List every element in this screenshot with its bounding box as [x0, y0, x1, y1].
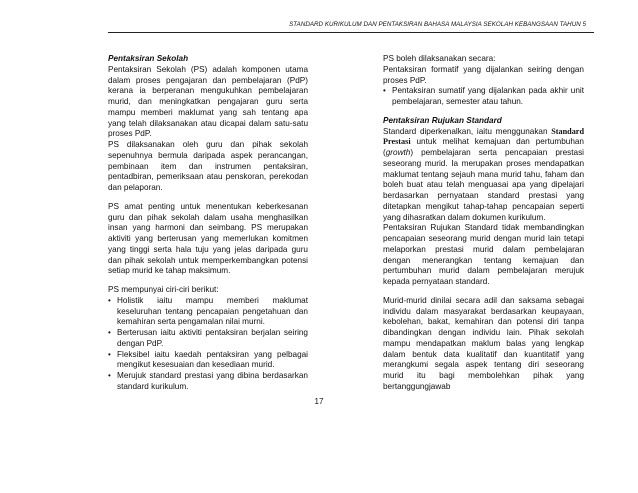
list-item: • Merujuk standard prestasi yang dibina berdasarkan standard kurikulum.	[108, 371, 308, 391]
left-column	[108, 54, 308, 393]
paragraph: PS boleh dilaksanakan secara:	[383, 54, 496, 63]
list-item: • Holistik iaitu mampu memberi maklumat keseluruhan tentang pencapaian pengetahuan dan kemahiran serta pengamalan nilai murni.	[108, 295, 308, 327]
bullet-icon: •	[108, 295, 111, 305]
page-number: 17	[314, 397, 324, 406]
bullet-icon: •	[108, 328, 111, 337]
section-heading-pentaksiran-rujukan-standard: Pentaksiran Rujukan Standard	[383, 115, 502, 125]
assessment-type-list	[383, 86, 584, 108]
paragraph: PS dilaksanakan oleh guru dan pihak sekolah sepenuhnya bermula daripada aspek perancangan, pembinaan item dan instrumen pentaksiran, pentadbiran, pemeriksaan atau penskoran, perekodan dan pelaporan.	[108, 140, 308, 192]
paragraph: Pentaksiran Rujukan Standard tidak membandingkan pencapaian seseorang murid dengan murid lain tetapi melaporkan prestasi murid dalam pembelajaran dengan menerangkan tentang kemajuan dan pertumbuhan murid dalam pembelajaran merujuk kepada pernyataan standard.	[383, 223, 584, 286]
list-item: • Pentaksiran sumatif yang dijalankan pada akhir unit pembelajaran, semester atau tahun.	[383, 86, 584, 106]
paragraph: Pentaksiran Sekolah (PS) adalah komponen utama dalam proses pengajaran dan pembelajaran (PdP) kerana ia berperanan mengukuhkan pembelajaran murid, dan meningkatkan pengajaran guru serta mampu memberi maklumat yang sah tentang apa yang telah dilaksanakan atau dicapai dalam satu-satu proses PdP.	[108, 64, 308, 139]
paragraph: Standard diperkenalkan, iaitu menggunakan Standard Prestasi untuk melihat kemajuan dan pertumbuhan (growth) pembelajaran serta pencapaian prestasi seseorang murid. Ia merupakan proses mendapatkan maklumat tentang sejauh mana murid tahu, faham dan boleh buat atau telah menguasai apa yang dipelajari berdasarkan pernyataan standard prestasi yang ditetapkan mengikut tahap-tahap pencapaian seperti yang dihasratkan dalam dokumen kurikulum.	[383, 126, 584, 222]
paragraph: Pentaksiran formatif yang dijalankan seiring dengan proses PdP.	[383, 64, 584, 85]
growth-term: growth	[385, 148, 411, 157]
list-intro: PS mempunyai ciri-ciri berikut:	[108, 285, 219, 294]
paragraph: Murid-murid dinilai secara adil dan saksama sebagai individu dalam masyarakat berdasarkan keupayaan, kebolehan, bakat, kemahiran dan potensi diri tanpa dibandingkan dengan individu lain. Pihak sekolah mampu mendapatkan maklum balas yang lengkap dalam bentuk data kualitatif dan kuantitatif yang merangkumi segala aspek tentang diri seseorang murid itu bagi membolehkan pihak yang bertanggungjawab	[383, 295, 584, 391]
paragraph: PS amat penting untuk menentukan keberkesanan guru dan pihak sekolah dalam usaha menghasilkan insan yang harmoni dan seimbang. PS merupakan aktiviti yang berterusan yang memerlukan komitmen yang tinggi serta hala tuju yang jelas daripada guru dan pihak sekolah untuk memperkembangkan potensi setiap murid ke tahap maksimum.	[108, 201, 308, 276]
running-header: STANDARD KURIKULUM DAN PENTAKSIRAN BAHASA MALAYSIA SEKOLAH KEBANGSAAN TAHUN 5	[289, 21, 586, 28]
bullet-icon: •	[108, 371, 111, 380]
bullet-icon: •	[108, 349, 111, 359]
characteristics-list	[108, 296, 308, 393]
bullet-icon: •	[383, 86, 386, 96]
section-heading-pentaksiran-sekolah: Pentaksiran Sekolah	[108, 54, 189, 63]
list-item: • Fleksibel iaitu kaedah pentaksiran yang pelbagai mengikut kesesuaian dan kesediaan murid.	[108, 349, 308, 370]
standard-prestasi-term: Standard Prestasi	[383, 126, 584, 147]
header-rule	[108, 32, 594, 33]
list-item: • Berterusan iaitu aktiviti pentaksiran berjalan seiring dengan PdP.	[108, 328, 308, 348]
right-column	[383, 54, 584, 393]
